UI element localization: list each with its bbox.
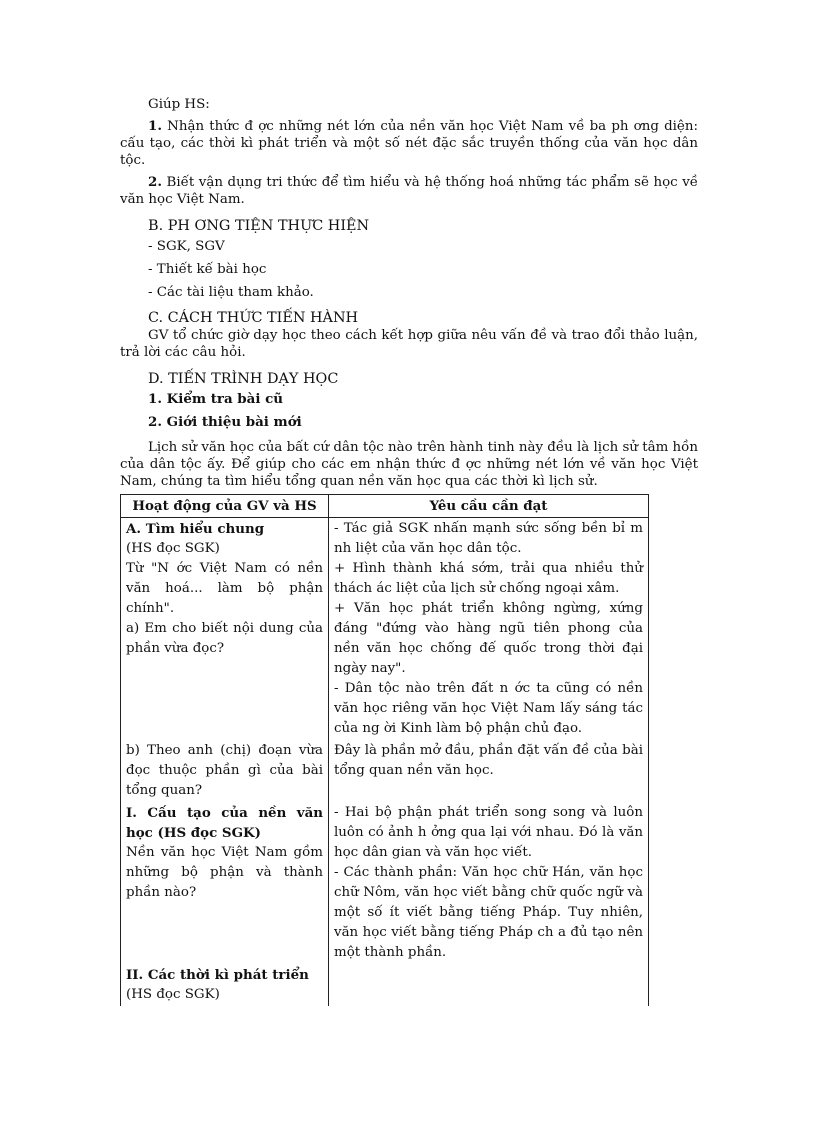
goal-2-text: Biết vận dụng tri thức để tìm hiểu và hệ thống hoá những tác phẩm sẽ học về văn học Việt Nam. — [120, 175, 699, 207]
goal-1-number: 1. — [148, 118, 162, 134]
row-3-requirement — [329, 802, 649, 964]
lesson-page — [120, 96, 698, 1006]
row-1-point-1: - Tác giả SGK nhấn mạnh sức sống bền bỉ m nh liệt của văn học dân tộc. — [334, 521, 643, 556]
section-b-item-1: - SGK, SGV — [148, 239, 225, 254]
table-row — [121, 964, 649, 1006]
table-header-row — [121, 495, 649, 518]
row-3-title: I. Cấu tạo của nền văn học (HS đọc SGK) — [126, 805, 323, 841]
goal-2 — [120, 174, 698, 208]
row-1-activity — [121, 518, 329, 741]
row-2-requirement: Đây là phần mở đầu, phần đặt vấn đề của bài tổng quan nền văn học. — [329, 740, 649, 802]
section-c-title: C. CÁCH THỨC TIẾN HÀNH — [148, 310, 359, 326]
section-d-title: D. TIẾN TRÌNH DẠY HỌC — [148, 371, 339, 387]
goal-1-text: Nhận thức đ ợc những nét lớn của nền văn học Việt Nam về ba ph ơng diện: cấu tạo, các thời kì phát triển và một số nét đặc sắc truyền thống của văn học dân tộc. — [120, 119, 698, 168]
activity-table — [120, 494, 649, 1006]
row-1-requirement — [329, 518, 649, 741]
table-row — [121, 518, 649, 741]
section-d-step-1: 1. Kiểm tra bài cũ — [148, 391, 283, 407]
row-3-question: Nền văn học Việt Nam gồm những bộ phận và thành phần nào? — [126, 845, 323, 900]
row-4-title: II. Các thời kì phát triển — [126, 967, 309, 983]
row-4-requirement — [329, 964, 649, 1006]
row-1-point-4: - Dân tộc nào trên đất n ớc ta cũng có nền văn học riêng văn học Việt Nam lấy sáng tác của ng ời Kinh làm bộ phận chủ đạo. — [334, 681, 643, 736]
row-3-point-1: - Hai bộ phận phát triển song song và luôn luôn có ảnh h ởng qua lại với nhau. Đó là văn học dân gian và văn học viết. — [334, 805, 643, 860]
row-4-activity — [121, 964, 329, 1006]
row-1-title: A. Tìm hiểu chung — [126, 521, 265, 537]
row-2-activity: b) Theo anh (chị) đoạn vừa đọc thuộc phần gì của bài tổng quan? — [121, 740, 329, 802]
section-d-step-2: 2. Giới thiệu bài mới — [148, 414, 302, 430]
header-requirement: Yêu cầu cần đạt — [329, 495, 649, 518]
section-d-text: Lịch sử văn học của bất cứ dân tộc nào trên hành tinh này đều là lịch sử tâm hồn của dân tộc ấy. Để giúp cho các em nhận thức đ ợc những nét lớn về văn học Việt Nam, chúng ta tìm hiểu tổng quan nền văn học qua các thời kì lịch sử. — [120, 440, 698, 489]
row-1-question: a) Em cho biết nội dung của phần vừa đọc? — [126, 621, 323, 656]
row-1-point-2: + Hình thành khá sớm, trải qua nhiều thử thách ác liệt của lịch sử chống ngoại xâm. — [334, 561, 643, 596]
section-c-text: GV tổ chức giờ dạy học theo cách kết hợp giữa nêu vấn đề và trao đổi thảo luận, trả lời các câu hỏi. — [120, 328, 698, 360]
row-1-quote: Từ "N ớc Việt Nam có nền văn hoá... làm bộ phận chính". — [126, 561, 323, 616]
table-row — [121, 740, 649, 802]
table-row — [121, 802, 649, 964]
goal-2-number: 2. — [148, 174, 162, 190]
header-activity: Hoạt động của GV và HS — [121, 495, 329, 518]
row-3-point-2: - Các thành phần: Văn học chữ Hán, văn học chữ Nôm, văn học viết bằng chữ quốc ngữ và một số ít viết bằng tiếng Pháp. Tuy nhiên, văn học viết bằng tiếng Pháp ch a đủ tạo nên một thành phần. — [334, 865, 643, 960]
goal-1 — [120, 118, 698, 169]
section-b-item-3: - Các tài liệu tham khảo. — [148, 285, 314, 300]
row-1-note: (HS đọc SGK) — [126, 541, 220, 556]
section-b-title: B. PH ƠNG TIỆN THỰC HIỆN — [148, 218, 370, 234]
row-4-note: (HS đọc SGK) — [126, 987, 220, 1002]
row-1-point-3: + Văn học phát triển không ngừng, xứng đáng "đứng vào hàng ngũ tiên phong của nền văn học chống đế quốc trong thời đại ngày nay". — [334, 601, 643, 676]
intro-lead: Giúp HS: — [148, 97, 210, 112]
row-3-activity — [121, 802, 329, 964]
section-b-item-2: - Thiết kế bài học — [148, 262, 267, 277]
